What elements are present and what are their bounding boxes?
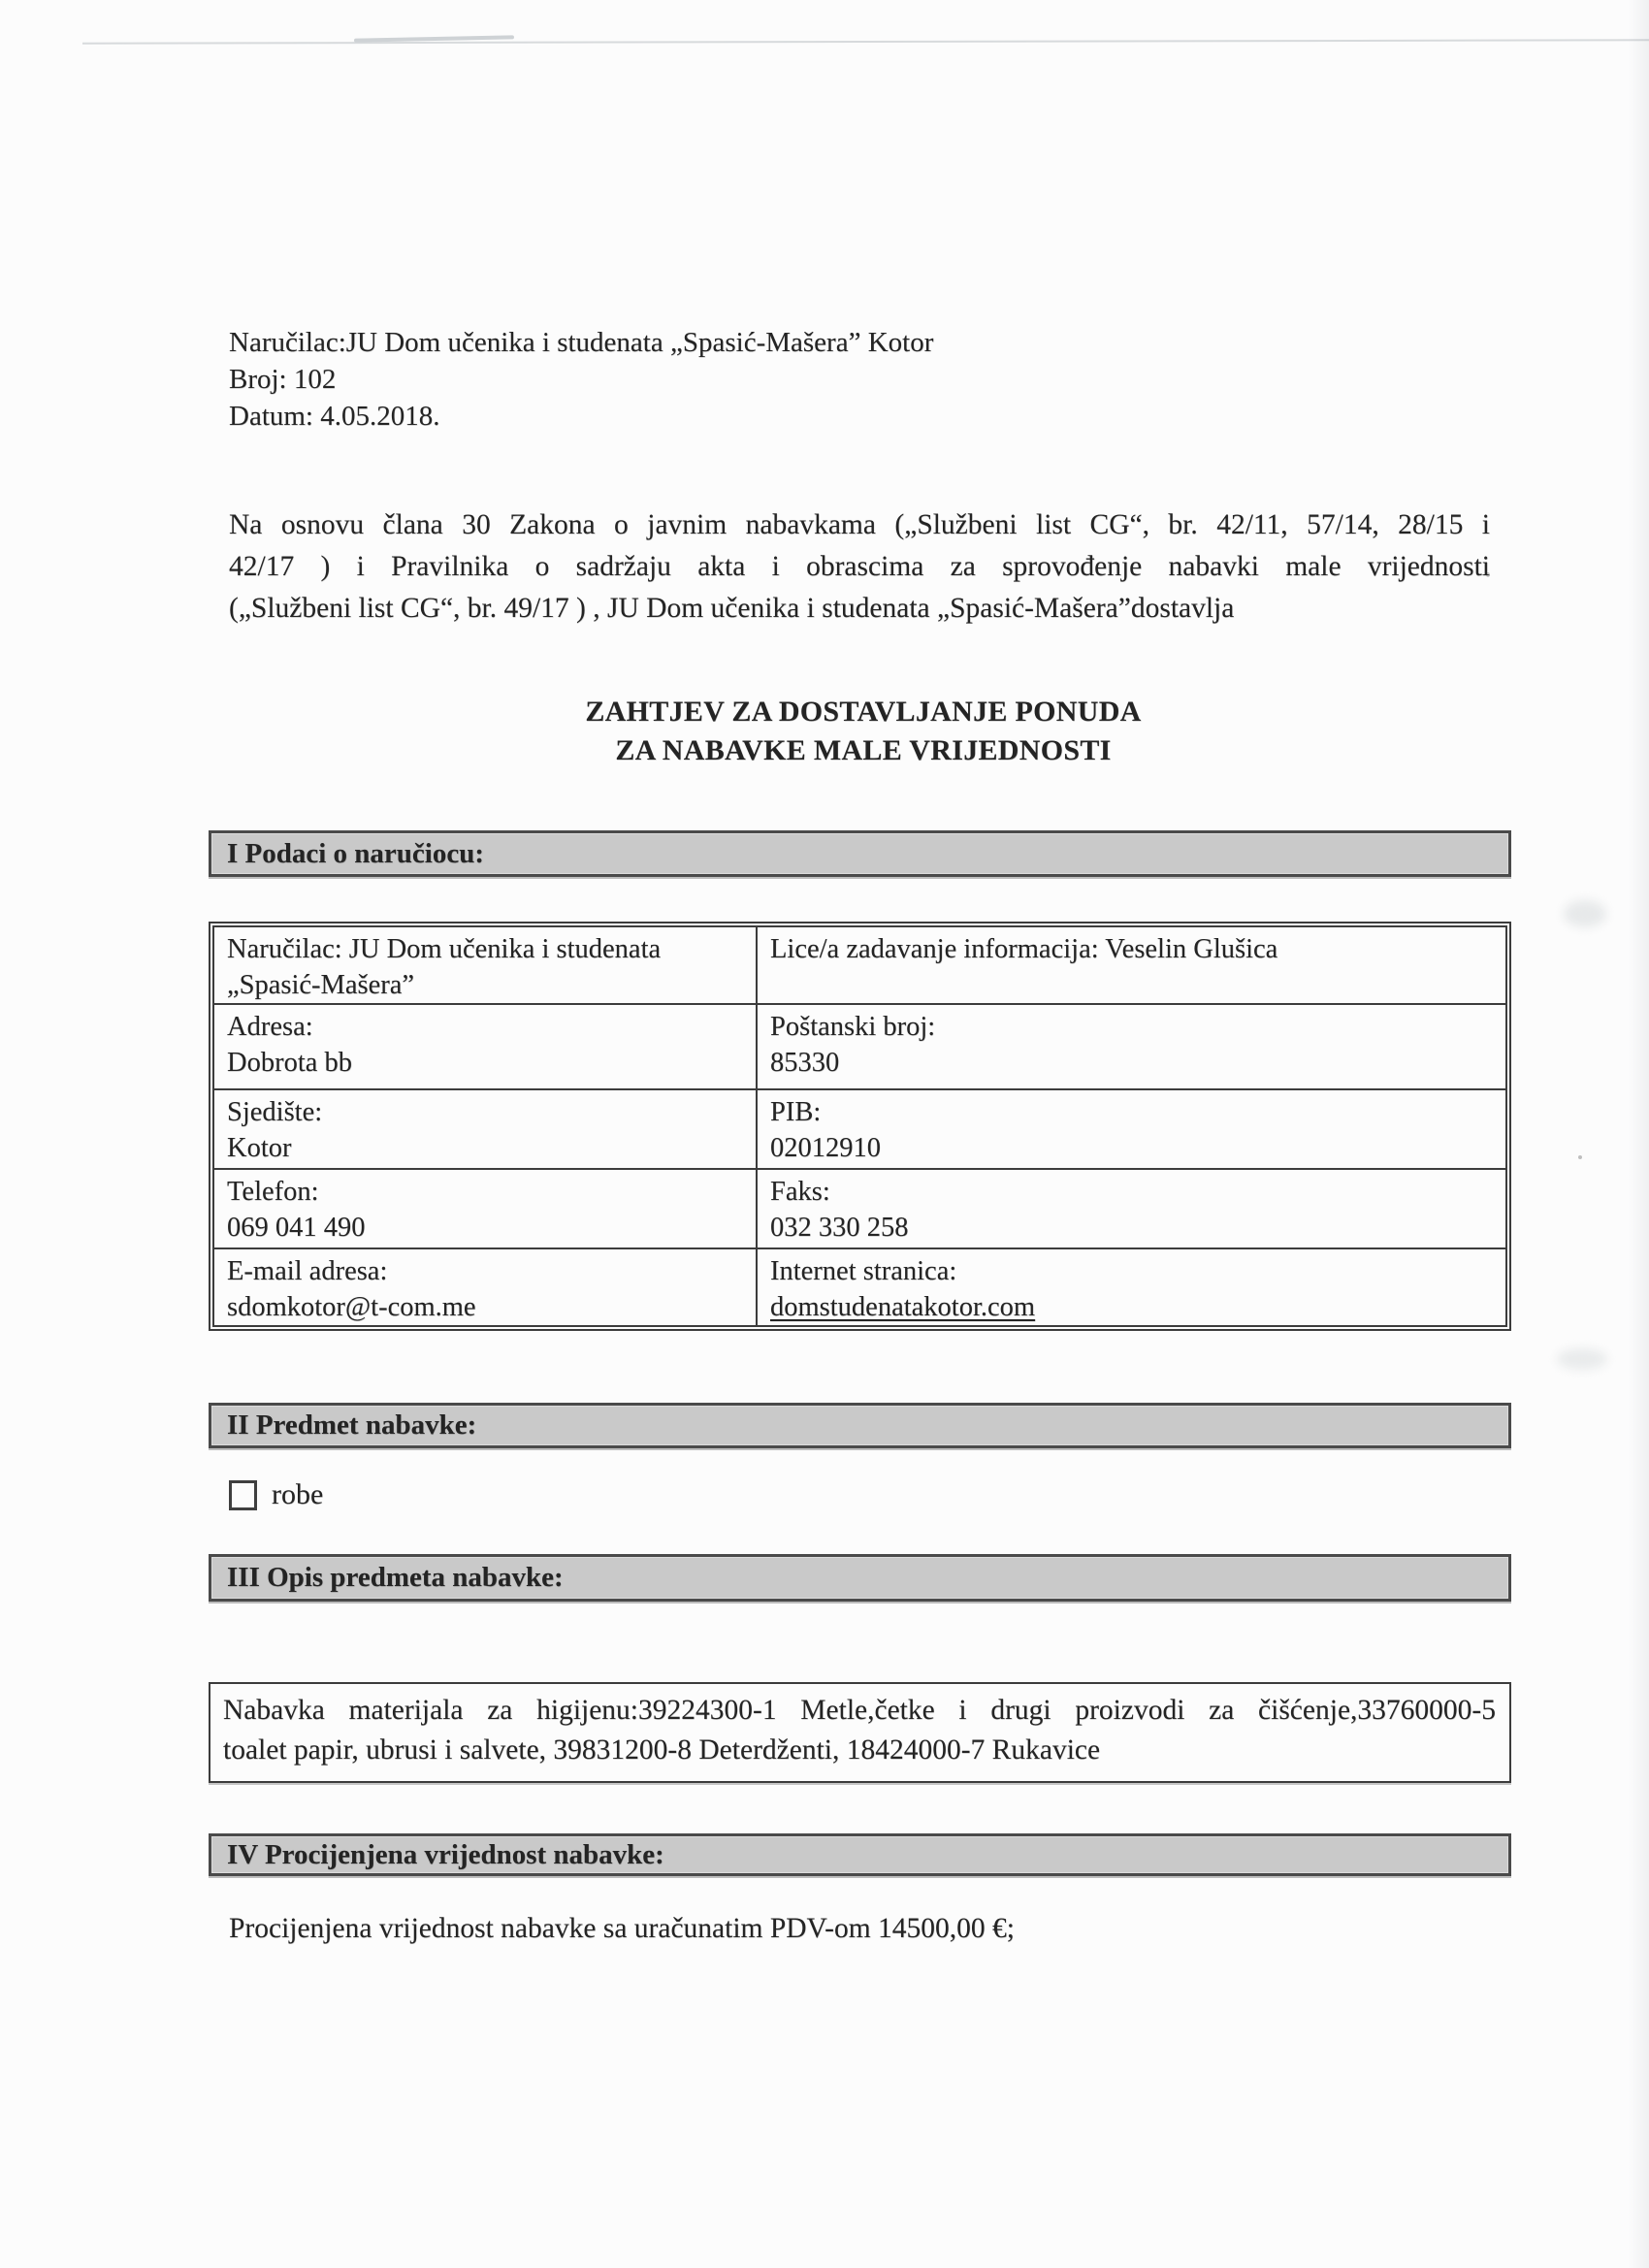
intro-line: Na osnovu člana 30 Zakona o javnim nabavkama („Službeni list CG“, br. 42/11, 57/14, 28/15 i [229,509,1490,540]
cell-text: Adresa: [227,1012,313,1042]
description-line: Nabavka materijala za higijenu:39224300-1 Metle,četke i drugi proizvodi za čišćenje,33760000-5 [223,1695,1496,1726]
cell-text: Kotor [227,1133,292,1163]
cell-text: „Spasić-Mašera” [227,970,415,1000]
estimated-value-line: Procijenjena vrijednost nabavke sa uračunatim PDV-om 14500,00 €; [229,1913,1015,1944]
document-title [213,693,1513,770]
scan-smudge-artifact [1564,900,1606,927]
number-line: Broj: 102 [229,364,337,395]
section-heading-procijenjena-vrijednost [209,1833,1511,1876]
cell-text: 069 041 490 [227,1213,366,1243]
table-row [213,1248,1506,1326]
document-title-line: ZAHTJEV ZA DOSTAVLJANJE PONUDA [585,696,1142,728]
website-link-text: domstudenatakotor.com [770,1292,1036,1322]
description-line: toalet papir, ubrusi i salvete, 39831200-8 Deterdženti, 18424000-7 Rukavice [223,1734,1101,1766]
cell-text: Dobrota bb [227,1048,353,1078]
scan-edge-artifact [1628,0,1649,2268]
table-row [213,1169,1506,1248]
table-cell-contact-person [757,926,1506,1004]
table-cell-seat [213,1089,757,1169]
cell-text: PIB: [770,1097,822,1127]
cell-text: E-mail adresa: [227,1256,388,1286]
table-cell-website [757,1248,1506,1326]
cell-text: 85330 [770,1048,840,1078]
section-heading-opis-predmeta [209,1554,1511,1602]
table-cell-address [213,1004,757,1089]
document-header-block [229,324,933,435]
section-heading-label: IV Procijenjena vrijednost nabavke: [227,1838,664,1870]
table-row [213,1004,1506,1089]
cell-text: Poštanski broj: [770,1012,936,1042]
cell-text: Naručilac: JU Dom učenika i studenata [227,934,662,964]
cell-text: Internet stranica: [770,1256,957,1286]
document-title-line: ZA NABAVKE MALE VRIJEDNOSTI [615,734,1112,766]
procurement-subject-option [229,1478,323,1511]
scan-smudge-artifact [1557,1348,1607,1370]
legal-intro-paragraph [229,504,1490,630]
buyer-info-table [209,922,1511,1331]
table-cell-email [213,1248,757,1326]
section-heading-label: I Podaci o naručiocu: [227,837,485,869]
scan-speck-artifact [1578,1155,1582,1159]
intro-line: („Službeni list CG“, br. 49/17 ) , JU Dom učenika i studenata „Spasić-Mašera”dostavlja [229,593,1235,624]
table-cell-fax [757,1169,1506,1248]
table-cell-pib [757,1089,1506,1169]
section-heading-label: III Opis predmeta nabavke: [227,1562,564,1593]
table-row [213,1089,1506,1169]
date-line: Datum: 4.05.2018. [229,401,440,432]
table-cell-postal-code [757,1004,1506,1089]
table-row [213,926,1506,1004]
cell-text: Lice/a zadavanje informacija: Veselin Glušica [770,934,1278,964]
cell-text: Faks: [770,1177,830,1207]
table-cell-buyer-name [213,926,757,1004]
scan-edge-artifact [82,39,1649,44]
cell-text: 032 330 258 [770,1213,909,1243]
table-cell-phone [213,1169,757,1248]
checkbox-icon [229,1480,257,1510]
section-heading-label: II Predmet nabavke: [227,1409,477,1441]
section-heading-predmet-nabavke [209,1403,1511,1448]
email-address-text: sdomkotor@t-com.me [227,1292,476,1322]
buyer-line: Naručilac:JU Dom učenika i studenata „Spasić-Mašera” Kotor [229,327,934,358]
cell-text: Telefon: [227,1177,319,1207]
section-heading-podaci-o-naruciocu [209,830,1511,877]
procurement-description-box [209,1682,1511,1783]
cell-text: Sjedište: [227,1097,323,1127]
cell-text: 02012910 [770,1133,881,1163]
checkbox-label: robe [272,1478,324,1510]
intro-line: 42/17 ) i Pravilnika o sadržaju akta i obrascima za sprovođenje nabavki male vrijednosti [229,551,1490,582]
